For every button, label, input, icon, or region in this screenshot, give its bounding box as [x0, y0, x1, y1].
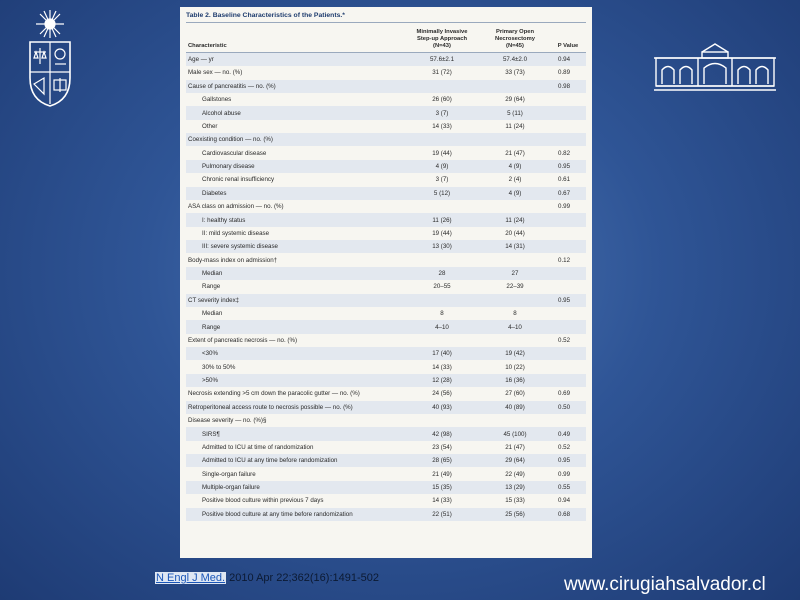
table-row	[186, 213, 586, 226]
row-step-up-value: 13 (30)	[404, 240, 480, 253]
row-label: Cause of pancreatitis — no. (%)	[186, 80, 404, 93]
table-row	[186, 401, 586, 414]
row-open-value: 4–10	[480, 320, 550, 333]
row-p-value	[550, 374, 586, 387]
row-label: <30%	[186, 347, 404, 360]
table-row	[186, 173, 586, 186]
row-p-value: 0.94	[550, 52, 586, 66]
table-row	[186, 106, 586, 119]
row-p-value: 0.12	[558, 256, 571, 264]
row-p-value: 0.89	[558, 69, 571, 77]
row-step-up-value: 4 (9)	[404, 160, 480, 173]
row-label: Median	[186, 267, 404, 280]
table-title: Table 2. Baseline Characteristics of the Patients.*	[186, 12, 586, 23]
row-label: Admitted to ICU at time of randomization	[202, 443, 314, 451]
header-open-n: (N=45)	[506, 42, 524, 49]
row-step-up-value: 22 (51)	[404, 508, 480, 521]
row-label: Positive blood culture at any time before randomization	[186, 508, 404, 521]
row-open-value: 40 (89)	[480, 401, 550, 414]
row-label: III: severe systemic disease	[186, 240, 404, 253]
row-step-up-value	[404, 334, 480, 347]
row-step-up-value	[404, 253, 480, 266]
row-label: Admitted to ICU at any time before randomization	[186, 454, 404, 467]
row-p-value	[550, 360, 586, 373]
row-p-value: 0.95	[550, 160, 586, 173]
row-p-value: 0.95	[550, 294, 586, 307]
row-label: Retroperitoneal access route to necrosis possible — no. (%)	[186, 401, 404, 414]
row-step-up-value	[404, 80, 480, 93]
row-label: Range	[186, 320, 404, 333]
row-p-value	[550, 133, 586, 146]
row-p-value	[550, 347, 586, 360]
table-row	[186, 414, 586, 427]
row-open-value: 25 (56)	[480, 508, 550, 521]
row-step-up-value: 24 (56)	[432, 390, 452, 398]
row-step-up-value: 19 (44)	[432, 149, 452, 157]
row-open-value: 22–39	[506, 283, 524, 291]
row-step-up-value: 28 (65)	[404, 454, 480, 467]
table-row	[186, 374, 586, 387]
row-step-up-value	[404, 414, 480, 427]
citation-details: 2010 Apr 22;362(16):1491-502	[226, 572, 379, 584]
row-step-up-value: 3 (7)	[404, 106, 480, 119]
row-p-value: 0.68	[550, 508, 586, 521]
row-p-value: 0.67	[550, 187, 586, 200]
header-characteristic: Characteristic	[186, 23, 404, 52]
row-label: Body-mass index on admission†	[188, 256, 278, 264]
row-p-value	[550, 414, 586, 427]
table-row	[186, 454, 586, 467]
website-url: www.cirugiahsalvador.cl	[564, 574, 766, 595]
header-step-up-line2: Step-up Approach	[416, 35, 468, 42]
row-p-value: 0.61	[558, 176, 571, 184]
table-row	[186, 133, 586, 146]
row-label: Necrosis extending >5 cm down the paracolic gutter — no. (%)	[188, 390, 360, 398]
baseline-table	[186, 23, 586, 521]
row-p-value: 0.98	[550, 80, 586, 93]
row-p-value: 0.50	[550, 401, 586, 414]
row-label: Multiple-organ failure	[186, 481, 404, 494]
table-row	[186, 441, 586, 454]
baseline-table-card	[180, 7, 592, 558]
row-open-value: 57.4±2.0	[480, 52, 550, 66]
table-row	[186, 52, 586, 66]
row-label: >50%	[186, 374, 404, 387]
table-row	[186, 294, 586, 307]
row-step-up-value: 57.6±2.1	[404, 52, 480, 66]
row-p-value: 0.49	[550, 427, 586, 440]
row-p-value: 0.99	[558, 203, 571, 211]
row-step-up-value: 40 (93)	[404, 401, 480, 414]
row-p-value: 0.52	[558, 336, 571, 344]
row-step-up-value: 8	[440, 310, 444, 318]
row-p-value	[550, 280, 586, 293]
row-open-value	[480, 414, 550, 427]
row-step-up-value: 14 (33)	[432, 497, 452, 505]
table-row	[186, 320, 586, 333]
table-row	[186, 146, 586, 159]
header-step-up-line1: Minimally Invasive	[416, 29, 468, 35]
table-row	[186, 481, 586, 494]
row-step-up-value: 11 (26)	[404, 213, 480, 226]
table-header-row	[186, 23, 586, 52]
row-step-up-value: 17 (40)	[404, 347, 480, 360]
row-step-up-value: 20–55	[433, 283, 451, 291]
row-label: ASA class on admission — no. (%)	[188, 203, 284, 211]
row-label: CT severity index‡	[186, 294, 404, 307]
row-open-value: 4 (9)	[480, 187, 550, 200]
row-label: Disease severity — no. (%)§	[188, 417, 267, 425]
row-open-value: 33 (73)	[505, 69, 525, 77]
row-open-value: 21 (47)	[505, 443, 525, 451]
row-open-value: 27	[480, 267, 550, 280]
table-row	[186, 427, 586, 440]
row-step-up-value: 31 (72)	[432, 69, 452, 77]
row-open-value: 21 (47)	[505, 149, 525, 157]
table-row	[186, 508, 586, 521]
row-open-value: 15 (33)	[505, 497, 525, 505]
row-label: Diabetes	[186, 187, 404, 200]
table-row	[186, 494, 586, 507]
row-label: Extent of pancreatic necrosis — no. (%)	[188, 336, 298, 344]
row-open-value	[480, 133, 550, 146]
row-step-up-value	[404, 133, 480, 146]
header-step-up-n: (N=43)	[433, 42, 451, 49]
table-row	[186, 240, 586, 253]
table-row	[186, 200, 586, 213]
row-step-up-value: 15 (35)	[404, 481, 480, 494]
row-step-up-value: 42 (98)	[404, 427, 480, 440]
row-label: Gallstones	[202, 96, 232, 104]
row-p-value: 0.99	[558, 470, 571, 478]
row-p-value	[550, 267, 586, 280]
table-row	[186, 280, 586, 293]
table-row	[186, 187, 586, 200]
row-label: Alcohol abuse	[186, 106, 404, 119]
row-step-up-value	[404, 294, 480, 307]
row-label: 30% to 50%	[202, 363, 236, 371]
row-open-value: 8	[513, 310, 517, 318]
row-open-value: 11 (24)	[480, 213, 550, 226]
table-row	[186, 347, 586, 360]
table-row	[186, 467, 586, 480]
row-open-value	[480, 294, 550, 307]
row-p-value	[550, 120, 586, 133]
row-p-value: 0.52	[558, 443, 571, 451]
row-open-value: 13 (29)	[480, 481, 550, 494]
table-row	[186, 227, 586, 240]
row-label: Single-organ failure	[202, 470, 256, 478]
row-open-value: 45 (100)	[480, 427, 550, 440]
row-p-value	[550, 93, 586, 106]
table-row	[186, 387, 586, 400]
header-open-line1: Primary Open	[495, 29, 535, 35]
header-p-value: P Value	[550, 23, 586, 52]
row-p-value	[550, 240, 586, 253]
row-label: Pulmonary disease	[186, 160, 404, 173]
header-open-necrosectomy	[480, 23, 550, 52]
row-open-value	[480, 200, 550, 213]
row-step-up-value: 14 (33)	[432, 363, 452, 371]
row-label: I: healthy status	[186, 213, 404, 226]
row-label: SIRS¶	[186, 427, 404, 440]
row-open-value: 14 (31)	[480, 240, 550, 253]
row-open-value: 19 (42)	[480, 347, 550, 360]
row-open-value: 11 (24)	[505, 122, 525, 130]
row-open-value	[480, 253, 550, 266]
row-p-value: 0.82	[558, 149, 571, 157]
row-open-value: 2 (4)	[508, 176, 522, 184]
row-step-up-value: 14 (33)	[432, 122, 452, 130]
row-step-up-value: 12 (28)	[404, 374, 480, 387]
row-p-value	[550, 320, 586, 333]
journal-link[interactable]: N Engl J Med.	[156, 572, 226, 584]
row-label: Cardiovascular disease	[202, 149, 267, 157]
citation	[155, 572, 379, 584]
row-label: Range	[202, 283, 221, 291]
row-step-up-value	[404, 200, 480, 213]
table-row	[186, 307, 586, 320]
row-step-up-value: 23 (54)	[432, 443, 452, 451]
row-p-value	[550, 307, 586, 320]
header-open-line2: Necrosectomy	[495, 35, 535, 42]
row-open-value: 22 (49)	[505, 470, 525, 478]
row-step-up-value: 5 (12)	[404, 187, 480, 200]
row-open-value: 29 (64)	[505, 96, 525, 104]
row-p-value	[550, 213, 586, 226]
table-row	[186, 160, 586, 173]
row-label: Coexisting condition — no. (%)	[186, 133, 404, 146]
row-step-up-value: 19 (44)	[432, 229, 452, 237]
table-row	[186, 267, 586, 280]
hospital-building-icon	[652, 42, 778, 94]
table-row	[186, 360, 586, 373]
row-p-value: 0.69	[558, 390, 571, 398]
table-row	[186, 93, 586, 106]
row-open-value: 27 (60)	[505, 390, 525, 398]
table-row	[186, 120, 586, 133]
row-step-up-value: 28	[404, 267, 480, 280]
row-open-value: 10 (22)	[505, 363, 525, 371]
row-open-value	[480, 334, 550, 347]
university-crest-icon	[22, 8, 78, 108]
table-row	[186, 334, 586, 347]
row-label: II: mild systemic disease	[202, 229, 270, 237]
row-p-value: 0.94	[558, 497, 571, 505]
row-open-value: 29 (64)	[480, 454, 550, 467]
row-step-up-value: 4–10	[404, 320, 480, 333]
table-row	[186, 66, 586, 79]
row-label: Median	[202, 310, 223, 318]
row-open-value	[480, 80, 550, 93]
row-label: Positive blood culture within previous 7 days	[202, 497, 324, 505]
row-step-up-value: 3 (7)	[435, 176, 449, 184]
row-p-value	[550, 106, 586, 119]
row-p-value: 0.95	[550, 454, 586, 467]
table-body	[186, 52, 586, 521]
row-label: Age — yr	[186, 52, 404, 66]
row-label: Male sex — no. (%)	[188, 69, 243, 77]
row-open-value: 16 (36)	[480, 374, 550, 387]
row-p-value: 0.55	[550, 481, 586, 494]
row-label: Other	[202, 122, 218, 130]
row-open-value: 4 (9)	[480, 160, 550, 173]
row-label: Chronic renal insufficiency	[202, 176, 275, 184]
row-open-value: 5 (11)	[480, 106, 550, 119]
row-open-value: 20 (44)	[505, 229, 525, 237]
row-step-up-value: 21 (49)	[432, 470, 452, 478]
header-step-up	[404, 23, 480, 52]
table-row	[186, 253, 586, 266]
table-row	[186, 80, 586, 93]
row-p-value	[550, 227, 586, 240]
row-step-up-value: 26 (60)	[432, 96, 452, 104]
